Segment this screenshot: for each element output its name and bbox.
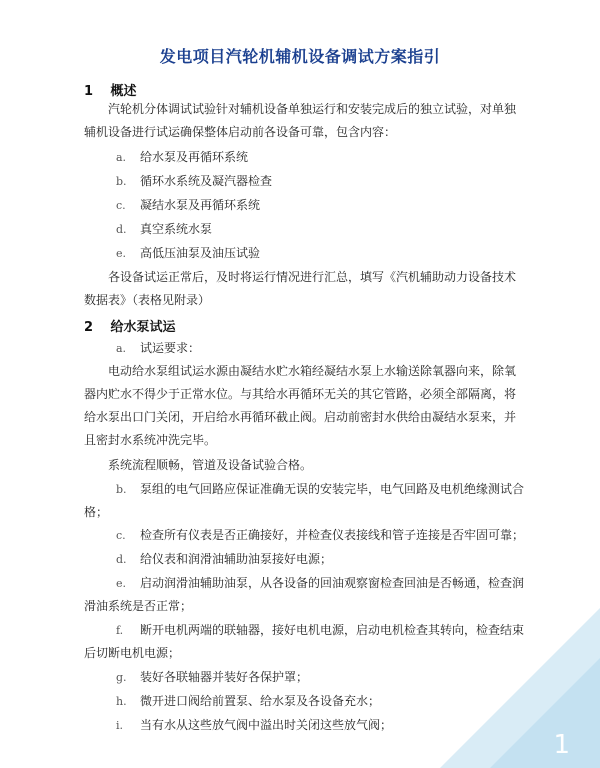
overview-closing: 各设备试运正常后，及时将运行情况进行汇总，填写《汽机辅助动力设备技术数据表》（表格见附录） [84,270,517,307]
item-text: 真空系统水泵 [140,222,213,236]
item-text: 给水泵及再循环系统 [140,150,249,164]
item-text: 循环水系统及凝汽器检查 [140,174,273,188]
feedpump-paragraph: 电动给水泵组试运水源由凝结水贮水箱经凝结水泵上水输送除氧器向来，除氧器内贮水不得少于正常水位。与其给水再循环无关的其它管路，必须全部隔离，将给水泵出口门关闭，开启给水再循环截止阀。启动前密封水供给由凝结水泵来，并且密封水系统冲洗完毕。 [84,364,517,447]
item-letter: d. [116,223,127,236]
requirement-label [116,337,526,360]
section-heading-overview [84,80,137,99]
item-letter: b. [116,483,127,496]
item-letter: a. [116,151,127,164]
item-text: 试运要求： [140,341,201,355]
section-title: 概述 [110,84,137,99]
feedpump-item [84,478,524,524]
item-text: 当有水从这些放气阀中溢出时关闭这些放气阀； [140,718,393,732]
item-text: 泵组的电气回路应保证准确无误的安装完毕，电气回路及电机绝缘测试合格； [84,482,525,519]
item-text: 凝结水泵及再循环系统 [140,198,261,212]
overview-intro: 汽轮机分体调试试验针对辅机设备单独运行和安装完成后的独立试验，对单独辅机设备进行试运确保整体启动前各设备可靠，包含内容： [84,102,517,139]
overview-item [116,194,526,217]
overview-item [116,170,526,193]
document-title: 发电项目汽轮机辅机设备调试方案指引 [159,47,441,66]
feedpump-item [116,524,526,547]
overview-item [116,146,526,169]
feedpump-item [116,548,526,571]
item-letter: f. [116,624,124,637]
item-text: 检查所有仪表是否正确接好，并检查仪表接线和管子连接是否牢固可靠； [140,528,525,542]
item-text: 装好各联轴器并装好各保护罩； [140,670,309,684]
item-text: 微开进口阀给前置泵、给水泵及各设备充水； [140,694,381,708]
item-letter: i. [116,719,124,732]
overview-item [116,218,526,241]
item-text: 高低压油泵及油压试验 [140,246,261,260]
item-letter: c. [116,199,126,212]
item-letter: b. [116,175,127,188]
item-letter: a. [116,342,127,355]
section-heading-feedpump [84,316,176,335]
feedpump-paragraph: 系统流程顺畅，管道及设备试验合格。 [108,458,313,472]
item-letter: h. [116,695,127,708]
item-letter: e. [116,247,127,260]
section-number: 2 [84,320,94,335]
page-number: 1 [553,730,570,760]
item-text: 启动润滑油辅助油泵，从各设备的回油观察窗检查回油是否畅通，检查润滑油系统是否正常； [84,576,525,613]
section-title: 给水泵试运 [110,320,176,335]
corner-decoration-inner [490,658,600,768]
overview-item [116,242,526,265]
item-text: 断开电机两端的联轴器，接好电机电源，启动电机检查其转向，检查结束后切断电机电源； [84,623,525,660]
item-text: 给仪表和润滑油辅助油泵接好电源； [140,552,333,566]
item-letter: c. [116,529,126,542]
item-letter: e. [116,577,127,590]
item-letter: g. [116,671,127,684]
item-letter: d. [116,553,127,566]
section-number: 1 [84,84,94,99]
